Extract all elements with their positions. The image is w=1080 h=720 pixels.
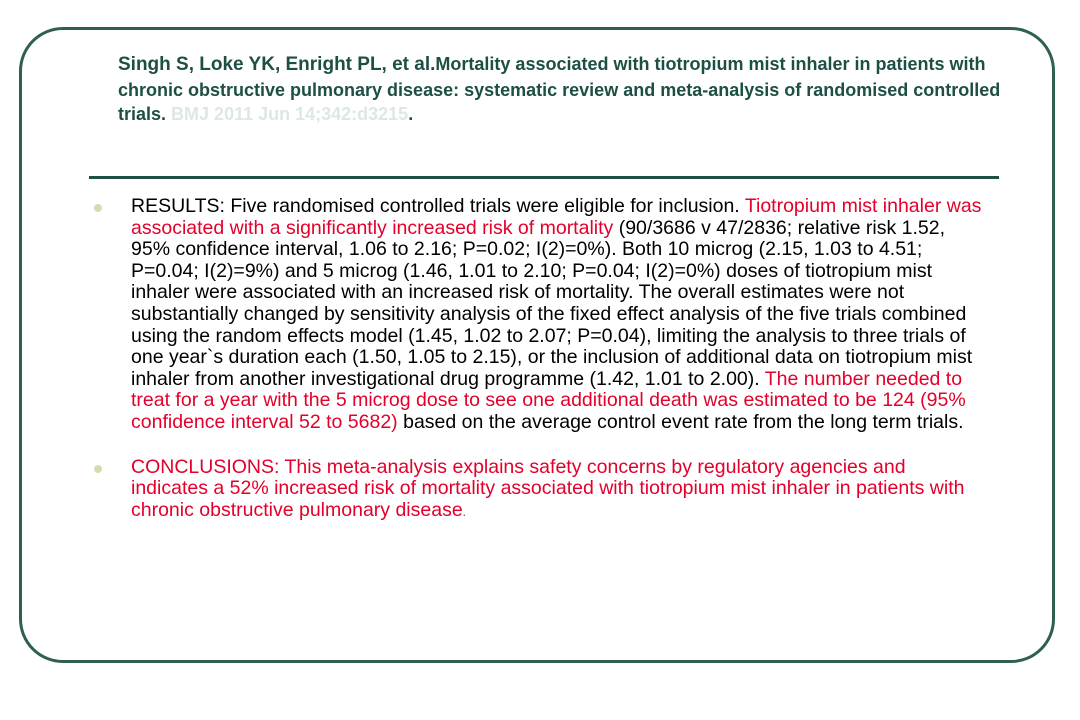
results-bullet xyxy=(94,196,984,434)
citation-end-period: . xyxy=(408,104,414,124)
results-tail: based on the average control event rate from the long term trials. xyxy=(403,410,964,433)
conclusions-bullet xyxy=(94,457,984,524)
conclusions-end-period: . xyxy=(462,504,467,519)
results-finding-highlight: Tiotropium mist inhaler was associated with a significantly increased risk of mortality xyxy=(131,195,982,239)
bullet-dot-icon xyxy=(94,204,102,212)
bullet-dot-icon xyxy=(94,465,102,473)
conclusions-text: CONCLUSIONS: This meta-analysis explains safety concerns by regulatory agencies and indicates a 52% increased risk of mortality associated with tiotropium mist inhaler in patients with chronic obstructive pulmonary disease xyxy=(131,455,965,521)
results-details: (90/3686 v 47/2836; relative risk 1.52, 95% confidence interval, 1.06 to 2.16; P=0.02; I(2)=0%). Both 10 microg (2.15, 1.03 to 4.51; P=0.04; I(2)=9%) and 5 microg (1.46, 1.01 to 2.10; P=0.04; I(2)=0%) doses of tiotropium mist inhaler were associated with an increased risk of mortality. The overall estimates were not substantially changed by sensitivity analysis of the fixed effect analysis of the five trials combined using the random effects model (1.45, 1.02 to 2.07; P=0.04), limiting the analysis to three trials of one year`s duration each (1.50, 1.05 to 2.15), or the inclusion of additional data on tiotropium mist inhaler from another investigational drug programme (1.42, 1.01 to 2.00). xyxy=(131,216,973,390)
citation-authors: Singh S, Loke YK, Enright PL, et al. xyxy=(118,54,436,75)
citation-article-title: Mortality associated with tiotropium mist inhaler in patients with chronic obstructive pulmonary disease: systematic review and meta-analysis of randomised controlled trials. xyxy=(118,54,1001,124)
citation-title xyxy=(118,52,1018,127)
results-nnt-highlight: The number needed to treat for a year with the 5 microg dose to see one additional death was estimated to be 124 (95% confidence interval 52 to 5682) xyxy=(131,367,966,433)
bullet-list xyxy=(94,196,984,523)
results-intro: RESULTS: Five randomised controlled trials were eligible for inclusion. xyxy=(131,195,740,217)
title-divider xyxy=(89,176,999,179)
citation-journal: BMJ 2011 Jun 14;342:d3215 xyxy=(171,104,409,124)
